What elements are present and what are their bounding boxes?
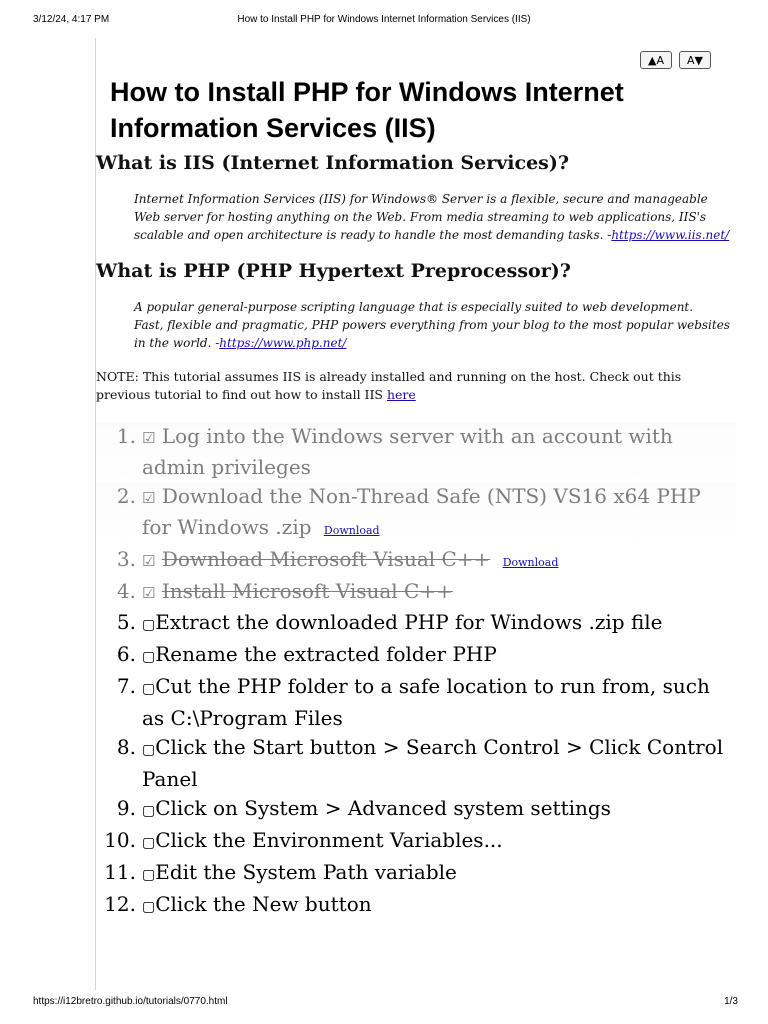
step-number: 8. <box>116 735 136 759</box>
step-item <box>96 422 736 482</box>
increase-font-button[interactable]: ▲A <box>640 51 672 69</box>
step-text: Rename the extracted folder PHP <box>155 642 497 666</box>
print-url: https://i12bretro.github.io/tutorials/0770.html <box>33 996 228 1007</box>
step-number: 7. <box>116 674 136 698</box>
print-header <box>0 14 768 30</box>
unchecked-box-icon[interactable]: ▢ <box>142 867 156 883</box>
iis-quote-paragraph <box>134 190 736 244</box>
step-number: 11. <box>104 860 136 884</box>
step-text: Edit the System Path variable <box>155 860 457 884</box>
step-item <box>96 482 736 545</box>
step-item <box>96 794 736 826</box>
checked-box-icon[interactable]: ☑ <box>142 489 156 507</box>
step-text: Extract the downloaded PHP for Windows .zip file <box>155 610 663 634</box>
unchecked-box-icon[interactable]: ▢ <box>142 803 156 819</box>
step-item <box>96 826 736 858</box>
step-text: Cut the PHP folder to a safe location to run from, such as C:\Program Files <box>142 674 710 730</box>
print-page-title: How to Install PHP for Windows Internet Information Services (IIS) <box>237 14 531 25</box>
step-text: Install Microsoft Visual C++ <box>161 579 453 603</box>
step-text: Click the Start button > Search Control > Click Control Panel <box>142 735 724 791</box>
step-item <box>96 608 736 640</box>
install-iis-link[interactable]: here <box>386 387 416 402</box>
section-heading-php: What is PHP (PHP Hypertext Preprocessor)? <box>96 260 571 282</box>
page-title: How to Install PHP for Windows Internet Information Services (IIS) <box>110 77 624 143</box>
step-number: 12. <box>104 892 136 916</box>
php-link[interactable]: https://www.php.net/ <box>219 336 347 350</box>
step-text: Click the New button <box>155 892 372 916</box>
iis-quote-text: Internet Information Services (IIS) for Windows® Server is a flexible, secure and manageable Web server for hosting anything on the Web. From media streaming to web applications, IIS's scalable and open architecture is ready to handle the most demanding tasks. - <box>134 192 708 242</box>
download-php-link[interactable]: Download <box>323 524 380 537</box>
step-number: 5. <box>116 610 136 634</box>
unchecked-box-icon[interactable]: ▢ <box>142 835 156 851</box>
note-paragraph <box>96 368 736 404</box>
step-item <box>96 858 736 890</box>
step-text: Click on System > Advanced system settings <box>155 796 611 820</box>
print-date: 3/12/24, 4:17 PM <box>33 14 110 25</box>
checked-box-icon[interactable]: ☑ <box>142 552 156 570</box>
step-item <box>96 577 736 608</box>
step-item <box>96 733 736 794</box>
step-item <box>96 640 736 672</box>
checked-box-icon[interactable]: ☑ <box>142 429 156 447</box>
iis-quote <box>134 190 736 244</box>
unchecked-box-icon[interactable]: ▢ <box>142 649 156 665</box>
step-text: Download the Non-Thread Safe (NTS) VS16 x64 PHP for Windows .zip <box>142 484 701 539</box>
note-text: NOTE: This tutorial assumes IIS is already installed and running on the host. Check out this previous tutorial to find out how to install IIS <box>96 369 682 402</box>
step-number: 2. <box>116 484 136 508</box>
step-number: 3. <box>116 547 136 571</box>
unchecked-box-icon[interactable]: ▢ <box>142 617 156 633</box>
step-text: Click the Environment Variables... <box>155 828 503 852</box>
unchecked-box-icon[interactable]: ▢ <box>142 742 156 758</box>
step-number: 6. <box>116 642 136 666</box>
step-number: 10. <box>104 828 136 852</box>
php-quote-text: Fast, flexible and pragmatic, PHP powers everything from your blog to the most popular websites in the world. - <box>134 318 730 350</box>
section-heading-iis: What is IIS (Internet Information Services)? <box>96 152 569 174</box>
step-item <box>96 672 736 733</box>
step-item <box>96 545 736 577</box>
iis-link[interactable]: https://www.iis.net/ <box>611 228 730 242</box>
php-quote <box>134 298 736 352</box>
checked-box-icon[interactable]: ☑ <box>142 584 156 602</box>
decrease-font-button[interactable]: A▼ <box>679 51 711 69</box>
steps-list <box>96 422 736 922</box>
unchecked-box-icon[interactable]: ▢ <box>142 899 156 915</box>
download-vcredist-link[interactable]: Download <box>502 556 559 569</box>
php-quote-line-1: A popular general-purpose scripting language that is especially suited to web development. <box>134 300 694 314</box>
step-number: 4. <box>116 579 136 603</box>
step-item <box>96 890 736 922</box>
print-footer <box>0 996 768 1012</box>
step-number: 9. <box>116 796 136 820</box>
php-quote-line-2 <box>134 316 736 352</box>
unchecked-box-icon[interactable]: ▢ <box>142 681 156 697</box>
tutorial-content <box>96 74 736 922</box>
step-text: Log into the Windows server with an account with admin privileges <box>142 424 673 479</box>
font-size-controls <box>640 51 711 69</box>
print-page-number: 1/3 <box>724 996 738 1007</box>
step-number: 1. <box>116 424 136 448</box>
step-text: Download Microsoft Visual C++ <box>161 547 491 571</box>
